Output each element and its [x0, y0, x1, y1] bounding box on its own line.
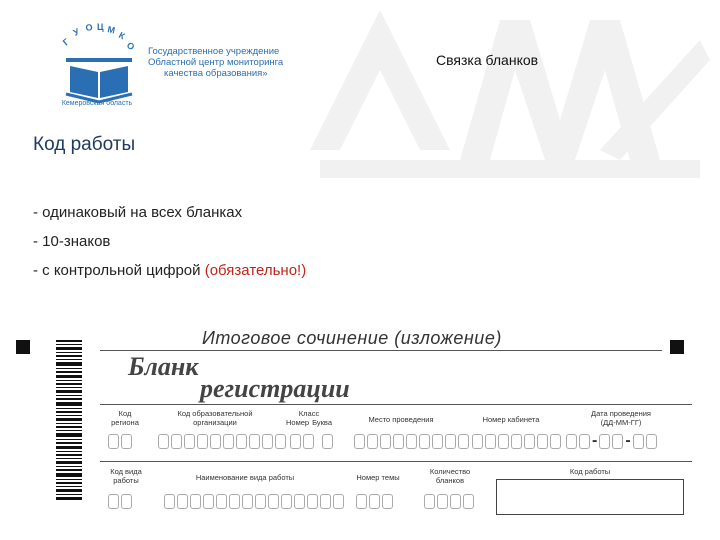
- svg-text:О: О: [124, 40, 137, 53]
- label-org-code: Код образовательной организации: [177, 409, 253, 427]
- label-date-title: Дата проведения: [591, 409, 651, 418]
- work-type-name-cells: [164, 494, 344, 509]
- svg-text:У: У: [71, 26, 81, 38]
- label-class: [286, 410, 332, 427]
- divider: [100, 461, 692, 462]
- divider: [100, 404, 692, 405]
- svg-text:К: К: [117, 29, 127, 42]
- section-heading: Код работы: [33, 134, 136, 155]
- bullet-text: - с контрольной цифрой: [33, 262, 205, 279]
- class-cells: [290, 434, 333, 449]
- work-type-code-cells: [108, 494, 132, 509]
- org-line-2: Областной центр мониторинга: [148, 57, 284, 68]
- organization-name: [148, 46, 318, 79]
- org-line-3: качества образования»: [164, 68, 268, 79]
- label-work-type-code: Код вида работы: [110, 467, 142, 485]
- date-cells: - -: [566, 434, 657, 449]
- room-cells: [472, 434, 561, 449]
- work-code-box: [496, 479, 684, 515]
- watermark: [300, 0, 720, 190]
- label-class-letter: Буква: [312, 417, 332, 427]
- label-room: Номер кабинета: [482, 415, 540, 424]
- label-date-format: (ДД-ММ-ГГ): [600, 417, 642, 427]
- svg-text:М: М: [106, 24, 116, 36]
- divider: [100, 350, 662, 351]
- svg-text:О: О: [84, 22, 94, 33]
- form-heading-blank: Бланк: [128, 352, 199, 381]
- label-date: [586, 410, 656, 427]
- slide-title: Связка бланков: [436, 52, 539, 68]
- org-code-cells: [158, 434, 286, 449]
- barcode-icon: [56, 340, 82, 500]
- label-class-title: Класс: [298, 409, 320, 418]
- region-code-cells: [108, 434, 132, 449]
- bullet-list: [33, 198, 306, 285]
- label-topic-number: Номер темы: [356, 473, 400, 482]
- corner-marker: [16, 340, 30, 354]
- logo-region-text: Кемеровская область: [61, 100, 133, 107]
- svg-text:Ц: Ц: [97, 22, 104, 32]
- form-heading-registration: регистрации: [200, 374, 350, 403]
- label-work-type-name: Наименование вида работы: [195, 473, 295, 482]
- org-line-1: Государственное учреждение: [148, 46, 280, 57]
- place-cells: [354, 434, 469, 449]
- emphasis-text: (обязательно!): [204, 262, 307, 279]
- label-place: Место проведения: [368, 415, 434, 424]
- bullet-item: [33, 256, 306, 285]
- label-class-number: Номер: [286, 417, 310, 427]
- label-region-code: Код региона: [111, 409, 139, 427]
- topic-number-cells: [356, 494, 393, 509]
- label-work-code: Код работы: [569, 467, 611, 476]
- svg-text:Г: Г: [60, 36, 72, 48]
- bullet-item: - одинаковый на всех бланках: [33, 204, 243, 221]
- form-title: Итоговое сочинение (изложение): [202, 328, 502, 348]
- label-blanks-count: Количество бланков: [429, 467, 471, 485]
- bullet-item: - 10-знаков: [33, 233, 111, 250]
- corner-marker: [670, 340, 684, 354]
- blanks-count-cells: [424, 494, 474, 509]
